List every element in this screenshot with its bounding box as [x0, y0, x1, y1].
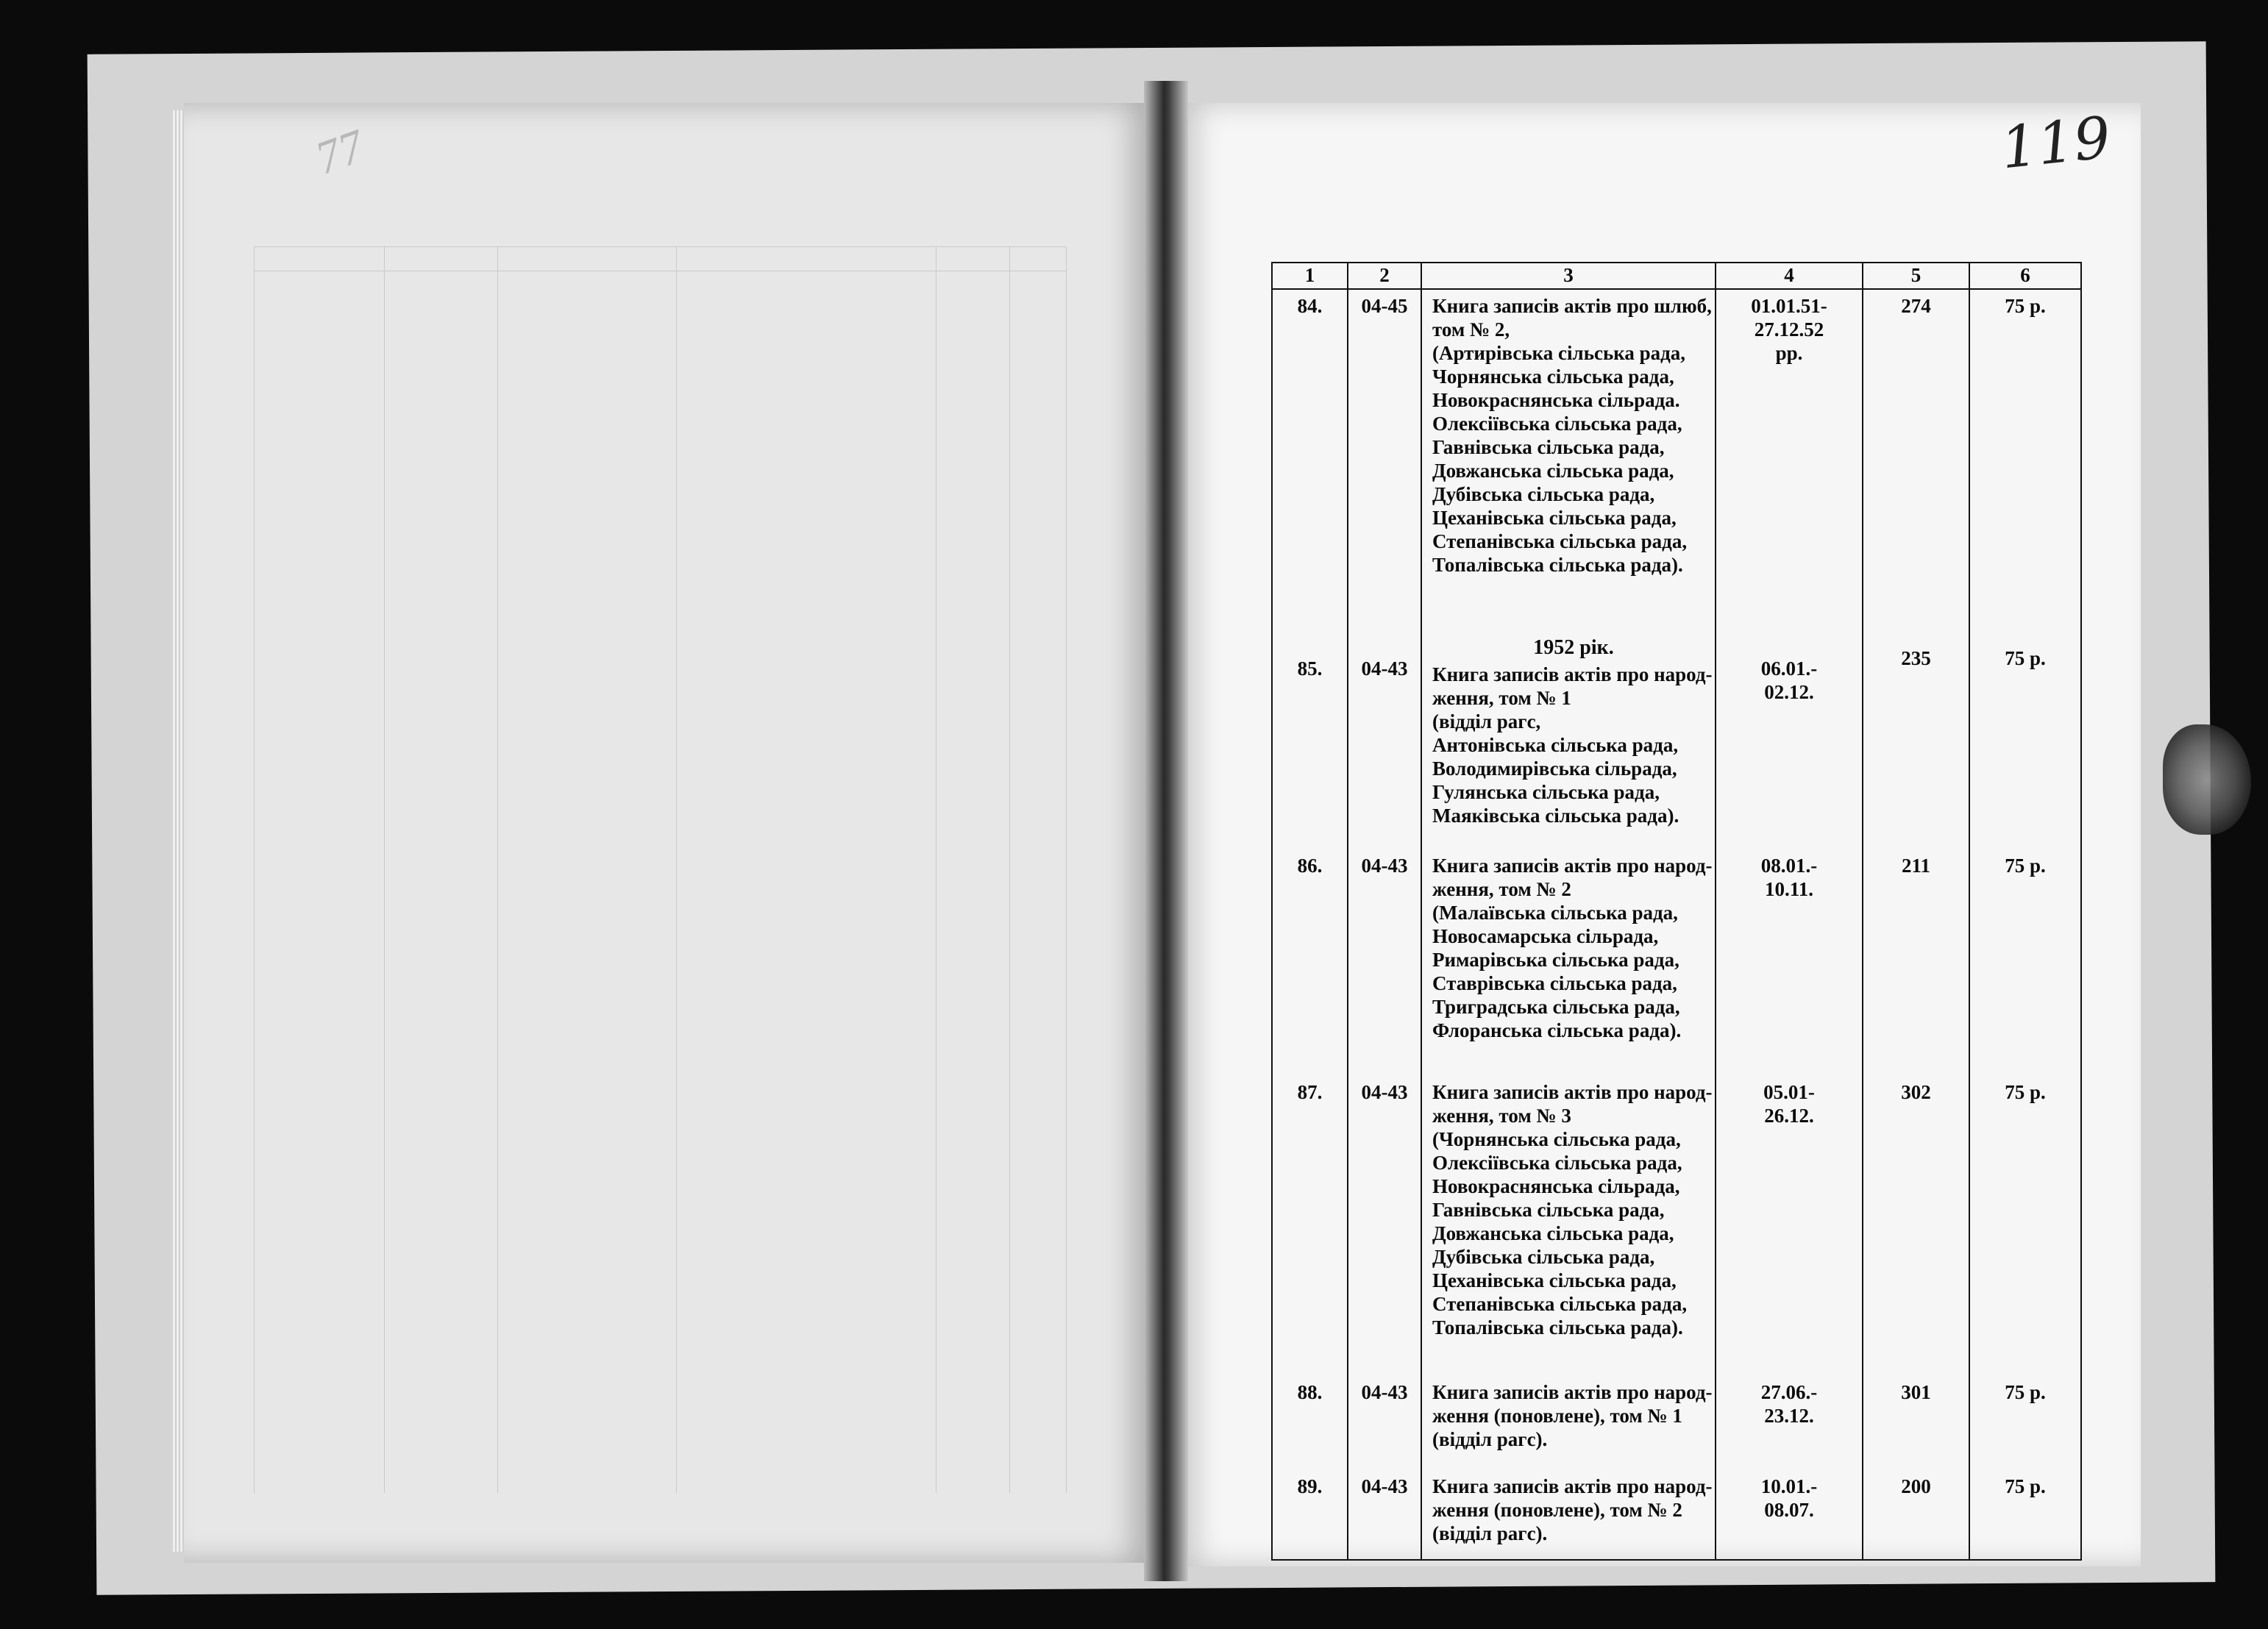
sheet-count: 302 — [1863, 1074, 1969, 1375]
table-row — [1272, 1375, 2081, 1469]
description-line: Степанівська сільська рада, — [1432, 530, 1688, 552]
fund-code: 04-43 — [1348, 1469, 1421, 1560]
column-header-row — [1272, 263, 2081, 289]
description-line: Книга записів актів про народ- — [1432, 1381, 1713, 1403]
book-gutter — [1144, 81, 1188, 1581]
record-description — [1421, 1469, 1716, 1560]
description-line: ження, том № 1 — [1432, 687, 1571, 709]
row-number: 84. — [1272, 289, 1348, 636]
description-line: (відділ рагс). — [1432, 1522, 1548, 1544]
table-row — [1272, 848, 2081, 1074]
date-line: 23.12. — [1764, 1405, 1814, 1427]
description-line: Маяківська сільська рада). — [1432, 805, 1679, 827]
record-description — [1421, 636, 1716, 848]
date-line: 01.01.51- — [1751, 295, 1827, 317]
description-line: Книга записів актів про народ- — [1432, 1081, 1713, 1103]
description-line: Олексіївська сільська рада, — [1432, 413, 1682, 435]
register-table — [1271, 262, 2082, 1561]
folio-number: 119 — [1997, 104, 2114, 182]
retention-term: 75 р. — [1969, 289, 2081, 636]
column-header: 2 — [1348, 263, 1421, 289]
description-line: Довжанська сільська рада, — [1432, 1222, 1674, 1244]
description-line: Книга записів актів про народ- — [1432, 663, 1713, 685]
row-number: 89. — [1272, 1469, 1348, 1560]
sheet-count: 274 — [1863, 289, 1969, 636]
description-line: ження, том № 2 — [1432, 878, 1571, 900]
date-range — [1716, 1469, 1863, 1560]
description-line: Довжанська сільська рада, — [1432, 460, 1674, 482]
retention-term: 75 р. — [1969, 1074, 2081, 1375]
description-line: Дубівська сільська рада, — [1432, 483, 1655, 505]
row-number: 86. — [1272, 848, 1348, 1074]
sheet-count: 200 — [1863, 1469, 1969, 1560]
record-description — [1421, 289, 1716, 636]
date-line: 08.07. — [1764, 1499, 1814, 1521]
date-line: рр. — [1775, 342, 1803, 364]
fund-code: 04-43 — [1348, 848, 1421, 1074]
description-line: Цеханівська сільська рада, — [1432, 1269, 1677, 1291]
left-page-pencil-mark: 77 — [308, 119, 372, 185]
column-header: 1 — [1272, 263, 1348, 289]
description-line: ження (поновлене), том № 2 — [1432, 1499, 1682, 1521]
description-line: Новокраснянська сільрада. — [1432, 389, 1680, 411]
sheet-count: 235 — [1863, 636, 1969, 848]
description-line: Чорнянська сільська рада, — [1432, 366, 1674, 388]
date-range — [1716, 289, 1863, 636]
description-line: Топалівська сільська рада). — [1432, 554, 1683, 576]
description-line: Гавнівська сільська рада, — [1432, 1199, 1665, 1221]
description-line: Цеханівська сільська рада, — [1432, 507, 1677, 529]
description-line: Володимирівська сільрада, — [1432, 758, 1677, 780]
column-header: 6 — [1969, 263, 2081, 289]
retention-term: 75 р. — [1969, 1375, 2081, 1469]
column-header: 4 — [1716, 263, 1863, 289]
record-description — [1421, 1375, 1716, 1469]
column-header: 3 — [1421, 263, 1716, 289]
description-line: (Чорнянська сільська рада, — [1432, 1128, 1681, 1150]
sheet-count: 301 — [1863, 1375, 1969, 1469]
torn-paper-scrap — [2163, 724, 2251, 835]
description-line: (Малаївська сільська рада, — [1432, 902, 1678, 924]
row-number: 87. — [1272, 1074, 1348, 1375]
description-line: Гулянська сільська рада, — [1432, 781, 1660, 803]
description-line: Флоранська сільська рада). — [1432, 1019, 1682, 1041]
date-line: 10.01.- — [1760, 1475, 1818, 1497]
row-number: 85. — [1272, 636, 1348, 848]
date-range — [1716, 848, 1863, 1074]
fund-code: 04-43 — [1348, 1375, 1421, 1469]
fund-code: 04-43 — [1348, 636, 1421, 848]
description-line: Гавнівська сільська рада, — [1432, 436, 1665, 458]
record-description — [1421, 1074, 1716, 1375]
description-line: ження (поновлене), том № 1 — [1432, 1405, 1682, 1427]
description-line: Степанівська сільська рада, — [1432, 1293, 1688, 1315]
description-line: Ставрівська сільська рада, — [1432, 972, 1677, 994]
record-description — [1421, 848, 1716, 1074]
table-row — [1272, 1469, 2081, 1560]
description-line: Триградська сільська рада, — [1432, 996, 1680, 1018]
bleed-through-table — [254, 246, 1067, 1493]
row-number: 88. — [1272, 1375, 1348, 1469]
description-line: Топалівська сільська рада). — [1432, 1316, 1683, 1339]
description-line: (відділ рагс, — [1432, 710, 1541, 732]
date-line: 05.01- — [1763, 1081, 1815, 1103]
date-line: 10.11. — [1764, 878, 1813, 900]
description-line: (відділ рагс). — [1432, 1428, 1548, 1450]
fund-code: 04-45 — [1348, 289, 1421, 636]
column-header: 5 — [1863, 263, 1969, 289]
description-line: (Артирівська сільська рада, — [1432, 342, 1686, 364]
description-line: Книга записів актів про народ- — [1432, 855, 1713, 877]
date-line: 27.12.52 — [1754, 318, 1824, 341]
table-row — [1272, 636, 2081, 848]
description-line: Книга записів актів про шлюб, — [1432, 295, 1712, 317]
date-line: 02.12. — [1764, 681, 1814, 703]
retention-term: 75 р. — [1969, 848, 2081, 1074]
year-heading: 1952 рік. — [1533, 636, 1614, 659]
description-line: Дубівська сільська рада, — [1432, 1246, 1655, 1268]
description-line: Римарівська сільська рада, — [1432, 949, 1679, 971]
retention-term: 75 р. — [1969, 1469, 2081, 1560]
description-line: Антонівська сільська рада, — [1432, 734, 1679, 756]
description-line: Новокраснянська сільрада, — [1432, 1175, 1680, 1197]
table-row — [1272, 289, 2081, 636]
date-range — [1716, 1375, 1863, 1469]
date-line: 26.12. — [1764, 1105, 1814, 1127]
date-range — [1716, 1074, 1863, 1375]
date-line: 06.01.- — [1760, 657, 1818, 680]
sheet-count: 211 — [1863, 848, 1969, 1074]
description-line: том № 2, — [1432, 318, 1510, 341]
date-line: 08.01.- — [1760, 855, 1818, 877]
description-line: Новосамарська сільрада, — [1432, 925, 1659, 947]
description-line: Книга записів актів про народ- — [1432, 1475, 1713, 1497]
fund-code: 04-43 — [1348, 1074, 1421, 1375]
description-line: ження, том № 3 — [1432, 1105, 1571, 1127]
table-row — [1272, 1074, 2081, 1375]
description-line: Олексіївська сільська рада, — [1432, 1152, 1682, 1174]
date-line: 27.06.- — [1760, 1381, 1818, 1403]
date-range — [1716, 636, 1863, 848]
retention-term: 75 р. — [1969, 636, 2081, 848]
